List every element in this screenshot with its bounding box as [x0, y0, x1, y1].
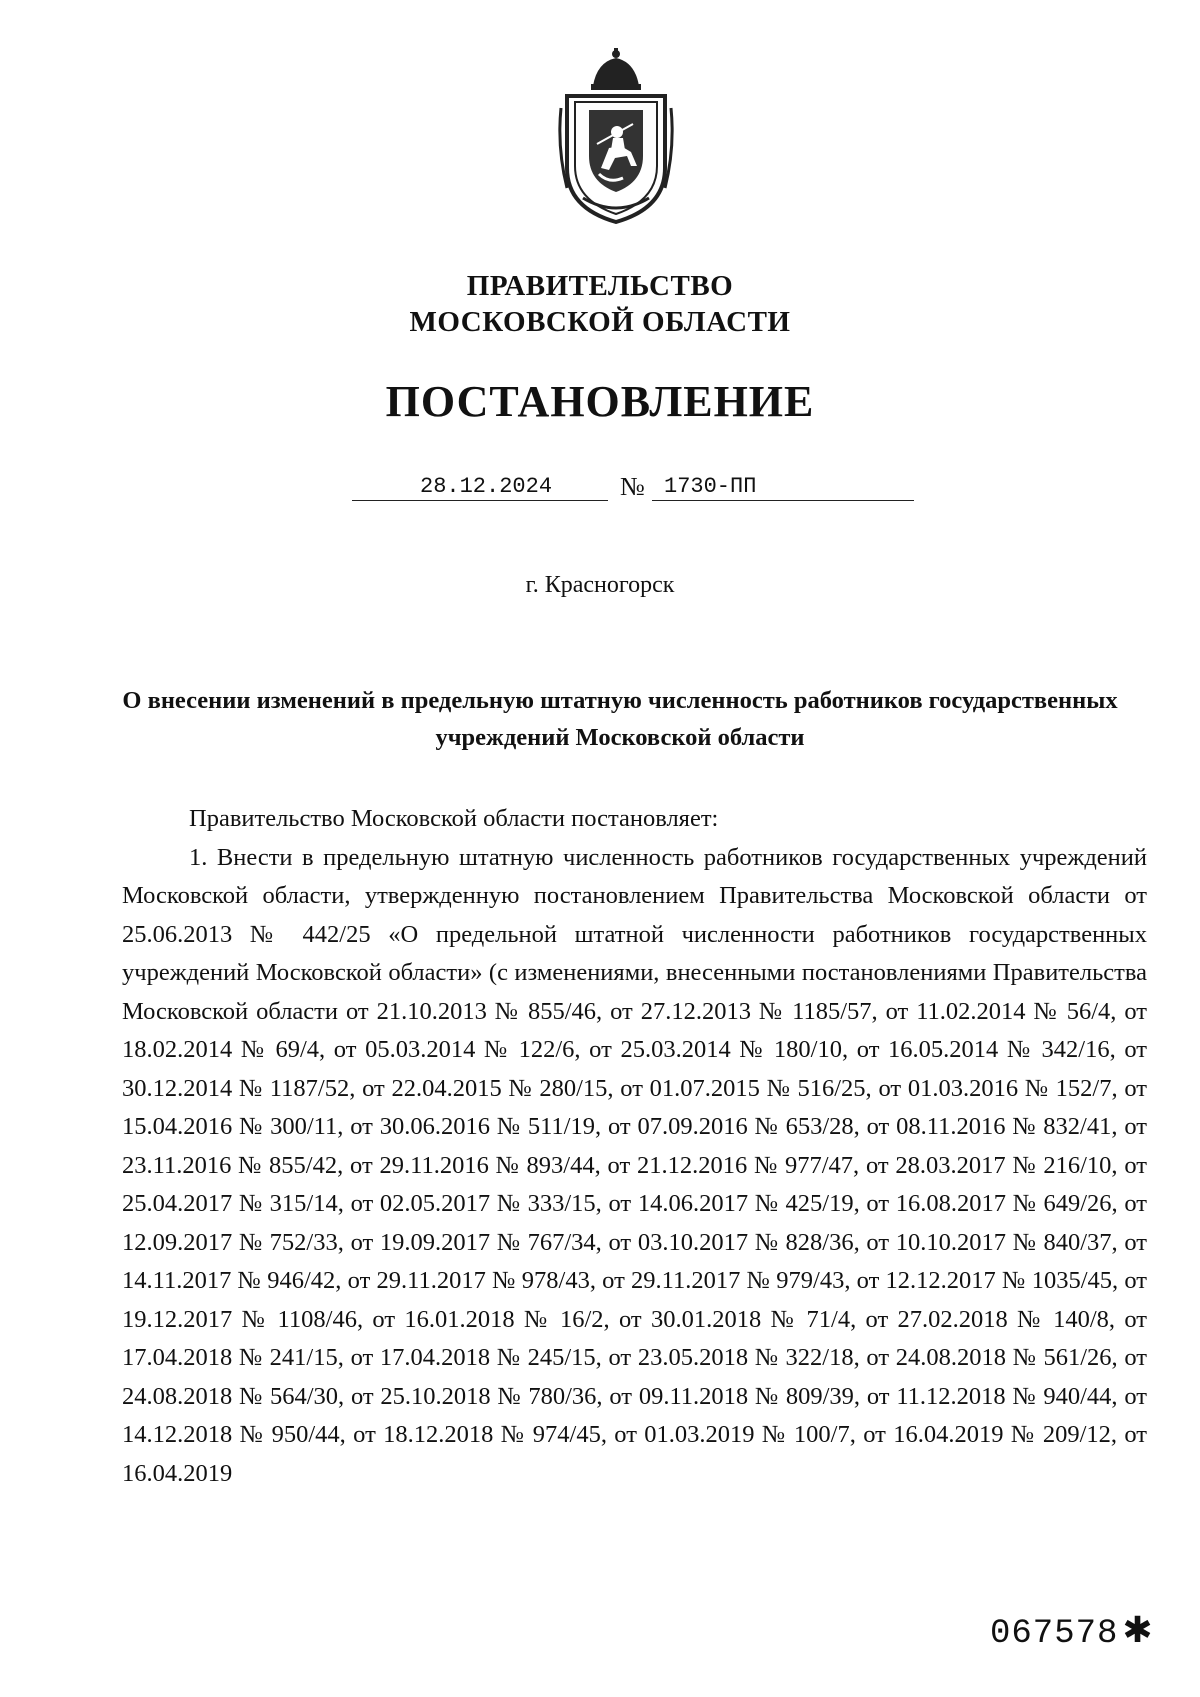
- city-name: г. Красногорск: [525, 572, 675, 598]
- document-body: [122, 800, 1147, 1493]
- coat-of-arms-icon: [557, 48, 675, 224]
- paragraph-1: 1. Внести в предельную штатную численность работников государственных учреждений Московской области, утвержденную постановлением Правительства Московской области от 25.06.2013 № 442/25 «О предельной штатной численности работников государственных учреждений Московской области» (с изменениями, внесенными постановлениями Правительства Московской области от 21.10.2013 № 855/46, от 27.12.2013 № 1185/57, от 11.02.2014 № 56/4, от 18.02.2014 № 69/4, от 05.03.2014 № 122/6, от 25.03.2014 № 180/10, от 16.05.2014 № 342/16, от 30.12.2014 № 1187/52, от 22.04.2015 № 280/15, от 01.07.2015 № 516/25, от 01.03.2016 № 152/7, от 15.04.2016 № 300/11, от 30.06.2016 № 511/19, от 07.09.2016 № 653/28, от 08.11.2016 № 832/41, от 23.11.2016 № 855/42, от 29.11.2016 № 893/44, от 21.12.2016 № 977/47, от 28.03.2017 № 216/10, от 25.04.2017 № 315/14, от 02.05.2017 № 333/15, от 14.06.2017 № 425/19, от 16.08.2017 № 649/26, от 12.09.2017 № 752/33, от 19.09.2017 № 767/34, от 03.10.2017 № 828/36, от 10.10.2017 № 840/37, от 14.11.2017 № 946/42, от 29.11.2017 № 978/43, от 29.11.2017 № 979/43, от 12.12.2017 № 1035/45, от 19.12.2017 № 1108/46, от 16.01.2018 № 16/2, от 30.01.2018 № 71/4, от 27.02.2018 № 140/8, от 17.04.2018 № 241/15, от 17.04.2018 № 245/15, от 23.05.2018 № 322/18, от 24.08.2018 № 561/26, от 24.08.2018 № 564/30, от 25.10.2018 № 780/36, от 09.11.2018 № 809/39, от 11.12.2018 № 940/44, от 14.12.2018 № 950/44, от 18.12.2018 № 974/45, от 01.03.2019 № 100/7, от 16.04.2019 № 209/12, от 16.04.2019: [122, 843, 1147, 1487]
- serial-stamp: [990, 1610, 1154, 1653]
- preamble-paragraph: Правительство Московской области постановляет:: [189, 805, 719, 832]
- organization-name-line2: МОСКОВСКОЙ ОБЛАСТИ: [409, 306, 791, 338]
- organization-name-line1: ПРАВИТЕЛЬСТВО: [466, 270, 734, 302]
- date-underline: [352, 500, 608, 501]
- document-date: 28.12.2024: [420, 474, 553, 499]
- registration-line: [352, 462, 912, 502]
- document-subject: О внесении изменений в предельную штатную численность работников государственных учреждений Московской области: [122, 687, 1118, 751]
- document-type-title: ПОСТАНОВЛЕНИЕ: [385, 377, 815, 426]
- asterisk-icon: ✱: [1122, 1610, 1154, 1651]
- number-sign: №: [620, 472, 645, 501]
- document-number: 1730-ПП: [664, 474, 757, 499]
- number-underline: [652, 500, 914, 501]
- serial-number: 067578: [990, 1615, 1119, 1653]
